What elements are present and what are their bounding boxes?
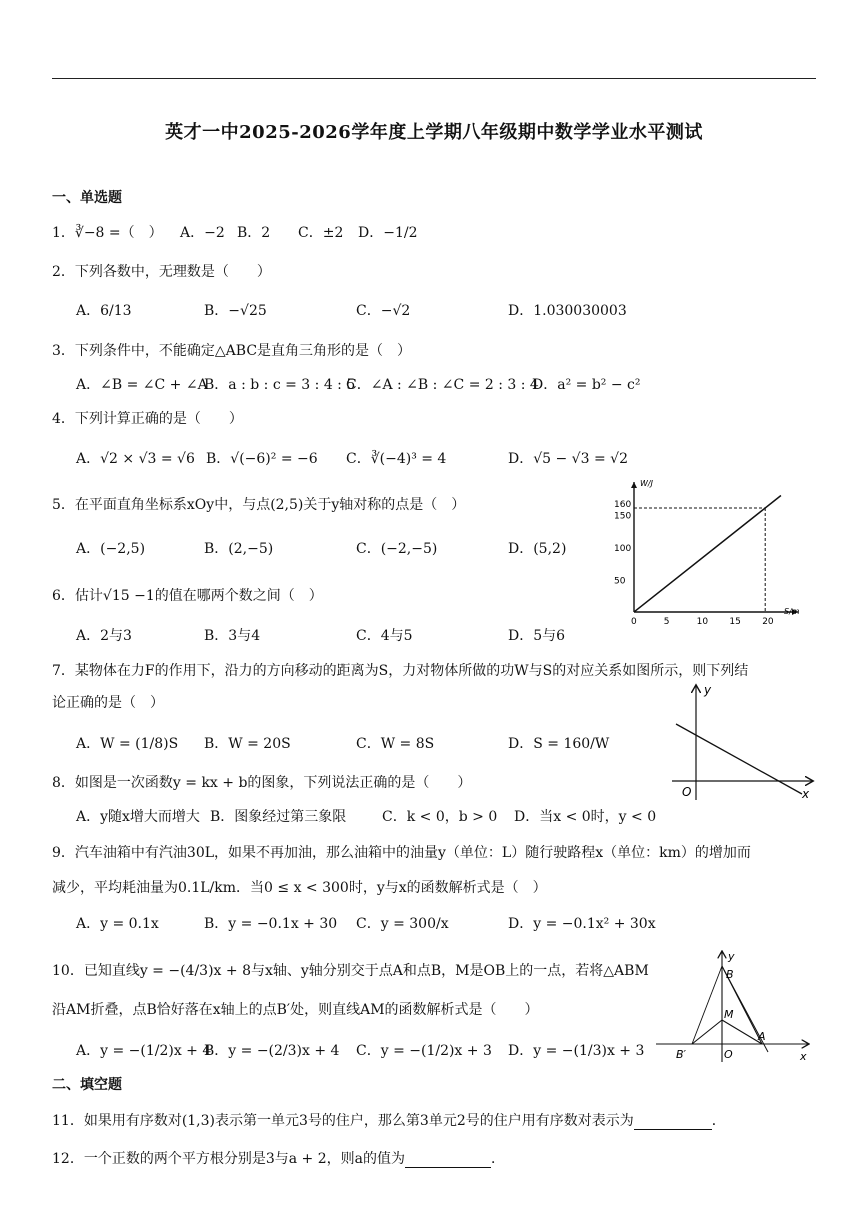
question-6-option-c: C．4与5 [356,628,413,644]
question-12 [52,1148,505,1168]
question-9-stem-line1: 9．汽车油箱中有汽油30L，如果不再加油，那么油箱中的油量y（单位：L）随行驶路程x（单位：km）的增加而 [52,845,751,861]
fold-triangle-graph [652,948,812,1066]
origin-label: O [724,1048,733,1061]
question-9-option-a: A．y = 0.1x [76,916,159,932]
question-8-option-a: A．y随x增大而增大 [76,809,200,825]
question-7-option-c: C．W = 8S [356,736,435,752]
answer-blank[interactable] [634,1113,712,1130]
question-2-option-d: D．1.030030003 [508,303,627,319]
question-9-option-b: B．y = −0.1x + 30 [204,916,338,932]
question-2-stem: 2．下列各数中，无理数是（ ） [52,264,271,280]
question-7-stem-line2: 论正确的是（ ） [52,695,164,711]
x-tick-label: 15 [729,617,741,627]
question-4-option-b: B．√(−6)² = −6 [206,451,318,467]
question-6-stem: 6．估计√15 −1的值在哪两个数之间（ ） [52,588,323,604]
question-4-stem: 4．下列计算正确的是（ ） [52,411,243,427]
question-2-option-c: C．−√2 [356,303,411,319]
question-10-option-d: D．y = −(1/3)x + 3 [508,1043,645,1059]
section-single-choice: 一、单选题 [52,190,122,206]
x-axis-label: x [802,787,810,801]
question-11 [52,1110,726,1130]
question-8-option-d: D．当x < 0时，y < 0 [514,809,657,825]
question-10-stem-line1: 10．已知直线y = −(4/3)x + 8与x轴、y轴分别交于点A和点B，M是OB上的一点，若将△ABM [52,963,649,979]
point-b-label: B [726,968,734,981]
function-line [676,724,802,794]
section-fill-blank: 二、填空题 [52,1077,122,1093]
y-tick-label: 50 [614,576,626,587]
question-6-option-a: A．2与3 [76,628,132,644]
y-tick-label: 100 [614,544,632,554]
question-3-option-c: C．∠A : ∠B : ∠C = 2 : 3 : 4 [346,377,539,393]
question-1-option-c: C．±2 [298,225,344,241]
point-b-prime-label: B′ [676,1048,687,1061]
question-3-option-a: A．∠B = ∠C + ∠A [76,377,208,393]
question-8-stem: 8．如图是一次函数y = kx + b的图象，下列说法正确的是（ ） [52,775,472,791]
question-6-option-d: D．5与6 [508,628,566,644]
question-1-option-b: B．2 [237,225,271,241]
question-5-option-c: C．(−2,−5) [356,541,438,557]
x-axis-label: S/m [784,607,800,616]
question-2-option-a: A．6/13 [76,303,132,319]
question-11-stem: 11．如果用有序数对(1,3)表示第一单元3号的住户，那么第3单元2号的住户用有序数对表示为 [52,1113,634,1129]
question-10-option-c: C．y = −(1/2)x + 3 [356,1043,492,1059]
question-3-stem: 3．下列条件中，不能确定△ABC是直角三角形的是（ ） [52,343,412,359]
question-3-option-b: B．a : b : c = 3 : 4 : 5 [204,377,356,393]
question-8-option-c: C．k < 0，b > 0 [382,809,498,825]
y-axis-label: y [704,683,712,697]
question-10-stem-line2: 沿AM折叠，点B恰好落在x轴上的点B′处，则直线AM的函数解析式是（ ） [52,1002,539,1018]
question-4-option-a: A．√2 × √3 = √6 [76,451,195,467]
work-distance-chart [612,476,808,628]
point-a-label: A [758,1030,766,1043]
x-tick-label: 10 [696,617,709,627]
question-11-end: ． [711,1113,726,1129]
x-tick-label: 20 [762,617,774,627]
page-title: 英才一中2025-2026学年度上学期八年级期中数学学业水平测试 [165,122,703,143]
question-4-option-d: D．√5 − √3 = √2 [508,451,628,467]
question-12-stem: 12．一个正数的两个平方根分别是3与a + 2，则a的值为 [52,1151,405,1167]
question-7-option-a: A．W = (1/8)S [76,736,179,752]
question-7-option-d: D．S = 160/W [508,736,610,752]
question-1-option-d: D．−1/2 [358,225,418,241]
question-9-option-c: C．y = 300/x [356,916,449,932]
question-5-option-b: B．(2,−5) [204,541,274,557]
origin-label: O [682,785,692,799]
y-axis-arrow [631,482,637,488]
question-8-option-b: B．图象经过第三象限 [210,809,347,825]
question-9-option-d: D．y = −0.1x² + 30x [508,916,656,932]
question-10-option-b: B．y = −(2/3)x + 4 [204,1043,340,1059]
x-axis-label: x [800,1050,807,1063]
linear-function-graph [666,680,816,804]
question-3-option-d: D．a² = b² − c² [532,377,641,393]
answer-blank[interactable] [405,1151,491,1168]
question-10-option-a: A．y = −(1/2)x + 4 [76,1043,212,1059]
question-5-option-a: A．(−2,5) [76,541,146,557]
question-9-stem-line2: 减少，平均耗油量为0.1L/km．当0 ≤ x < 300时，y与x的函数解析式是（ ） [52,880,547,896]
series-line [634,496,781,612]
x-tick-label: 0 [631,617,637,627]
header-rule [52,78,816,79]
question-1-stem: 1．∛−8 =（ ） [52,225,163,241]
question-5-option-d: D．(5,2) [508,541,567,557]
y-tick-label: 150 [614,511,632,522]
question-1-option-a: A．−2 [180,225,225,241]
question-4-option-c: C．∛(−4)³ = 4 [346,451,447,467]
question-7-stem-line1: 7．某物体在力F的作用下，沿力的方向移动的距离为S，力对物体所做的功W与S的对应关系如图所示，则下列结 [52,663,749,679]
y-axis-label: W/J [640,479,653,488]
question-5-stem: 5．在平面直角坐标系xOy中，与点(2,5)关于y轴对称的点是（ ） [52,497,466,513]
question-2-option-b: B．−√25 [204,303,267,319]
y-tick-label: 160 [614,500,632,510]
question-6-option-b: B．3与4 [204,628,261,644]
point-m-label: M [724,1008,734,1021]
x-tick-label: 5 [663,617,670,627]
question-7-option-b: B．W = 20S [204,736,291,752]
question-12-end: ． [490,1151,505,1167]
y-axis-label: y [728,950,735,963]
